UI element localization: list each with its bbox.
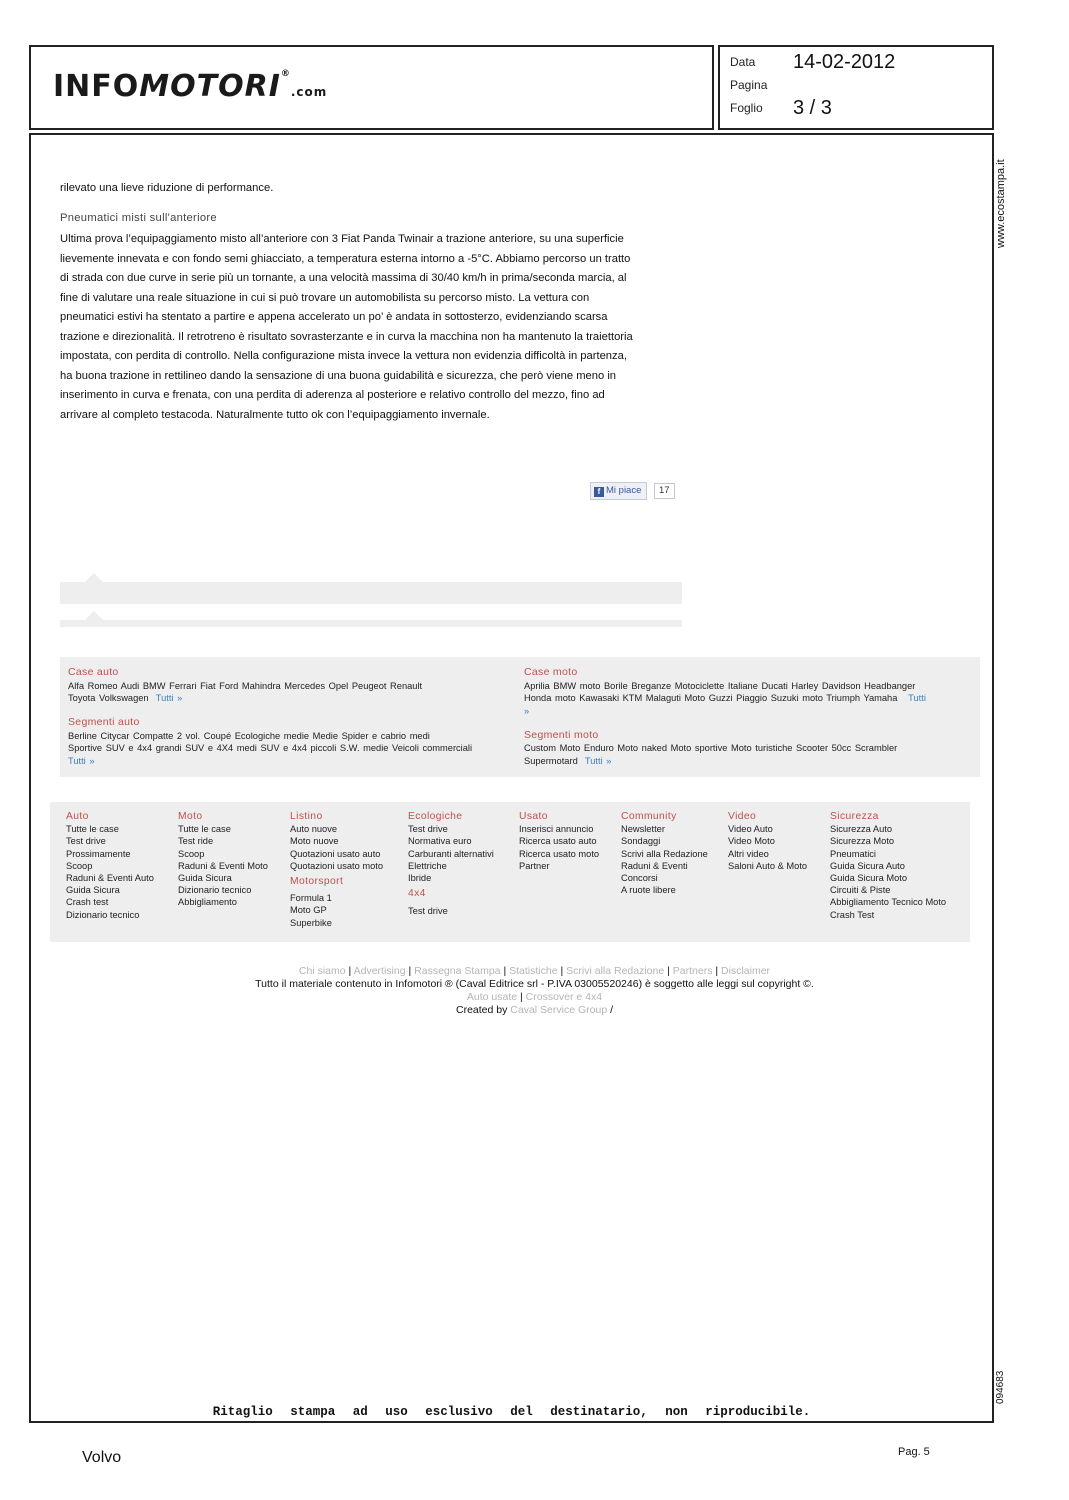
nav-link[interactable]: Concorsi bbox=[621, 873, 658, 884]
case-moto-list[interactable]: Aprilia BMW moto Borile Breganze Motociclette Italiane Ducati Harley Davidson Headbanger bbox=[524, 681, 916, 691]
bar-pointer bbox=[85, 611, 103, 620]
nav-listino-title[interactable]: Listino bbox=[290, 811, 323, 822]
segmenti-moto-list[interactable]: Custom Moto Enduro Moto naked Moto sportive Moto turistiche Scooter 50cc Scrambler bbox=[524, 743, 898, 753]
nav-link[interactable]: Test drive bbox=[66, 836, 106, 847]
created-by-slash: / bbox=[610, 1004, 613, 1016]
segmenti-auto-list[interactable]: Berline Citycar Compatte 2 vol. Coupé Ecologiche medie Medie Spider e cabrio medi bbox=[68, 731, 430, 741]
nav-4x4-title[interactable]: 4x4 bbox=[408, 888, 426, 900]
footer-link[interactable]: Partners bbox=[672, 965, 713, 977]
nav-link[interactable]: Saloni Auto & Moto bbox=[728, 860, 808, 871]
separator: | bbox=[408, 965, 412, 977]
nav-link[interactable]: Elettriche bbox=[408, 860, 447, 871]
nav-link[interactable]: Ricerca usato auto bbox=[519, 836, 597, 847]
nav-link[interactable]: Moto GP bbox=[290, 905, 327, 916]
logo-info: INFO bbox=[53, 69, 140, 104]
nav-link[interactable]: Guida Sicura Moto bbox=[830, 873, 907, 884]
comment-bar bbox=[60, 620, 682, 627]
nav-link[interactable]: Guida Sicura Auto bbox=[830, 860, 905, 871]
nav-link[interactable]: Raduni & Eventi Auto bbox=[66, 873, 154, 884]
article-line: inserimento in curva e frenata, con una perdita di aderenza al posteriore e relativo controllo del mezzo, fino ad bbox=[60, 389, 605, 401]
nav-link[interactable]: Sicurezza Moto bbox=[830, 836, 895, 847]
article-body bbox=[60, 230, 700, 425]
nav-link[interactable]: Tutte le case bbox=[178, 824, 231, 835]
segmenti-moto-list-2 bbox=[524, 756, 611, 766]
nav-col-usato bbox=[519, 811, 599, 872]
footer-link[interactable]: Disclaimer bbox=[721, 965, 771, 977]
bar-pointer bbox=[85, 573, 103, 582]
nav-link[interactable]: A ruote libere bbox=[621, 885, 676, 896]
nav-sicurezza-title[interactable]: Sicurezza bbox=[830, 811, 879, 822]
footer-link[interactable]: Advertising bbox=[353, 965, 406, 977]
article-line: ha buona trazione in rettilineo dando la sensazione di una buona guidabilità e sicurezza, che però viene meno in bbox=[60, 369, 617, 382]
nav-link[interactable]: Test drive bbox=[408, 824, 448, 835]
nav-link[interactable]: Newsletter bbox=[621, 824, 665, 835]
logo-com: .com bbox=[290, 85, 328, 99]
nav-col-sicurezza bbox=[830, 811, 946, 921]
article-line: impostata, con perdita di controllo. Nella configurazione mista invece la vettura non evidenzia difficoltà in partenza, bbox=[60, 350, 627, 362]
segmenti-auto-list-2[interactable]: Sportive SUV e 4x4 grandi SUV e 4X4 medi SUV e 4x4 piccoli S.W. medie Veicoli commerciali bbox=[68, 743, 473, 753]
nav-link[interactable]: Dizionario tecnico bbox=[178, 885, 252, 896]
segmenti-auto-title[interactable]: Segmenti auto bbox=[68, 716, 140, 728]
ritaglio-notice: Ritaglio stampa ad uso esclusivo del destinatario, non riproducibile. bbox=[212, 1405, 811, 1419]
nav-link[interactable]: Moto nuove bbox=[290, 836, 339, 847]
nav-link[interactable]: Pneumatici bbox=[830, 848, 876, 859]
separator: | bbox=[348, 965, 352, 977]
infomotori-logo bbox=[53, 69, 327, 104]
footer-link[interactable]: Rassegna Stampa bbox=[414, 965, 501, 977]
segmenti-moto-all-link[interactable]: Tutti » bbox=[584, 756, 612, 766]
nav-link[interactable]: Scoop bbox=[66, 860, 93, 871]
article-line: pneumatici estivi ha stentato a partire e appena accelerato un po’ è andata in sottosterzo, evidenziando scarsa bbox=[60, 311, 608, 323]
footer-link[interactable]: Crossover e 4x4 bbox=[525, 991, 603, 1003]
created-by bbox=[0, 1004, 1069, 1016]
segmenti-moto-title[interactable]: Segmenti moto bbox=[524, 729, 599, 741]
case-auto-all-link[interactable]: Tutti » bbox=[155, 693, 183, 703]
nav-link[interactable]: Test drive bbox=[408, 906, 448, 917]
case-moto-title[interactable]: Case moto bbox=[524, 666, 578, 678]
like-label: Mi piace bbox=[606, 485, 642, 496]
nav-link[interactable]: Carburanti alternativi bbox=[408, 848, 494, 859]
nav-col-community bbox=[621, 811, 708, 896]
nav-link[interactable]: Abbigliamento bbox=[178, 897, 237, 908]
case-auto-title[interactable]: Case auto bbox=[68, 666, 119, 678]
nav-link[interactable]: Video Moto bbox=[728, 836, 775, 847]
copyright-notice: Tutto il materiale contenuto in Infomotori ® (Caval Editrice srl - P.IVA 03005520246) è soggetto alle leggi sul copyright ©. bbox=[255, 978, 814, 990]
side-code-text: 094683 bbox=[995, 1370, 1006, 1404]
page-number: Pag. 5 bbox=[898, 1446, 930, 1458]
nav-link[interactable]: Inserisci annuncio bbox=[519, 824, 594, 835]
nav-usato-title[interactable]: Usato bbox=[519, 811, 548, 822]
case-moto-all-link[interactable]: Tutti bbox=[908, 693, 926, 703]
nav-video-title[interactable]: Video bbox=[728, 811, 757, 822]
nav-col-moto bbox=[178, 811, 268, 909]
footer-link[interactable]: Auto usate bbox=[466, 991, 518, 1003]
nav-link[interactable]: Dizionario tecnico bbox=[66, 909, 140, 920]
case-auto-list-2 bbox=[68, 693, 182, 703]
side-url-text: www.ecostampa.it bbox=[995, 159, 1007, 248]
footer-link[interactable]: Statistiche bbox=[509, 965, 558, 977]
article-subheading: Pneumatici misti sull'anteriore bbox=[60, 212, 217, 224]
masthead-logo-box bbox=[29, 45, 714, 130]
nav-link[interactable]: Video Auto bbox=[728, 824, 773, 835]
logo-registered: ® bbox=[280, 69, 291, 79]
separator: | bbox=[667, 965, 670, 977]
nav-link[interactable]: Raduni & Eventi Moto bbox=[178, 860, 268, 871]
article-line: fine di valutare una reale situazione in cui si può trovare un automobilista su percorso misto. La vettura con bbox=[60, 291, 590, 304]
nav-link[interactable]: Ricerca usato moto bbox=[519, 848, 600, 859]
case-auto-list[interactable]: Alfa Romeo Audi BMW Ferrari Fiat Ford Mahindra Mercedes Opel Peugeot Renault bbox=[68, 681, 423, 691]
case-moto-list-2-text[interactable]: Honda moto Kawasaki KTM Malaguti Moto Guzzi Piaggio Suzuki moto Triumph Yamaha bbox=[524, 693, 898, 703]
nav-col-ecologiche bbox=[408, 811, 494, 918]
nav-link[interactable]: Formula 1 bbox=[290, 893, 332, 904]
nav-community-title[interactable]: Community bbox=[621, 811, 677, 822]
footer-links bbox=[0, 965, 1069, 977]
pagina-label: Pagina bbox=[730, 78, 768, 92]
nav-col-listino bbox=[290, 811, 383, 929]
nav-link[interactable]: Ibride bbox=[408, 873, 432, 884]
side-url bbox=[980, 148, 1030, 258]
created-by-label: Created by bbox=[455, 1004, 508, 1016]
case-auto-list-2-text[interactable]: Toyota Volkswagen bbox=[68, 693, 149, 703]
nav-col-video bbox=[728, 811, 807, 872]
foglio-label: Foglio bbox=[730, 101, 763, 115]
separator: | bbox=[520, 991, 523, 1003]
footer-link[interactable]: Scrivi alla Redazione bbox=[566, 965, 665, 977]
article-line: arrivare al completo testacoda. Naturalmente tutto ok con l’equipaggiamento invernale. bbox=[60, 408, 490, 421]
like-count: 17 bbox=[654, 483, 675, 499]
facebook-like-button[interactable] bbox=[590, 482, 647, 500]
facebook-icon: f bbox=[594, 487, 604, 497]
article-lead: rilevato una lieve riduzione di performance. bbox=[60, 182, 274, 194]
separator: | bbox=[560, 965, 564, 977]
categories-panel bbox=[60, 657, 980, 777]
data-label: Data bbox=[730, 55, 756, 69]
nav-link[interactable]: Auto nuove bbox=[290, 824, 338, 835]
comment-bar bbox=[60, 582, 682, 604]
case-moto-list-2 bbox=[524, 693, 926, 703]
nav-link[interactable]: Normativa euro bbox=[408, 836, 472, 847]
nav-col-auto bbox=[66, 811, 154, 921]
nav-link[interactable]: Guida Sicura bbox=[66, 885, 120, 896]
data-value: 14-02-2012 bbox=[793, 51, 896, 73]
nav-ecologiche-title[interactable]: Ecologiche bbox=[408, 811, 463, 822]
case-moto-all-arrow[interactable]: » bbox=[524, 706, 530, 716]
logo-motori: MOTORI bbox=[139, 69, 281, 104]
nav-link[interactable]: Raduni & Eventi bbox=[621, 860, 688, 871]
nav-link[interactable]: Crash test bbox=[66, 897, 109, 908]
footer-links-2 bbox=[0, 991, 1069, 1003]
nav-link[interactable]: Sondaggi bbox=[621, 836, 661, 847]
clipping-meta-box bbox=[718, 45, 994, 130]
nav-link[interactable]: Crash Test bbox=[830, 909, 875, 920]
foglio-value: 3 / 3 bbox=[793, 97, 832, 119]
created-by-link[interactable]: Caval Service Group bbox=[510, 1004, 608, 1016]
separator: | bbox=[503, 965, 507, 977]
nav-link[interactable]: Sicurezza Auto bbox=[830, 824, 893, 835]
nav-motorsport-title[interactable]: Motorsport bbox=[290, 876, 344, 888]
article-line: lievemente innevata e con fondo semi ghiacciato, a temperatura esterna intorno a -5°C. Abbiamo percorso un tratto bbox=[60, 252, 631, 265]
nav-link[interactable]: Scrivi alla Redazione bbox=[621, 848, 708, 859]
nav-moto-title[interactable]: Moto bbox=[178, 811, 203, 822]
nav-link[interactable]: Guida Sicura bbox=[178, 873, 232, 884]
article-line: Ultima prova l’equipaggiamento misto all’anteriore con 3 Fiat Panda Twinair a trazione anteriore, su una superficie bbox=[60, 233, 624, 245]
nav-link[interactable]: Abbigliamento Tecnico Moto bbox=[830, 897, 947, 908]
nav-link[interactable]: Quotazioni usato moto bbox=[290, 860, 384, 871]
nav-link[interactable]: Scoop bbox=[178, 848, 205, 859]
article-line: di strada con due curve in serie più un tornante, a una velocità massima di 30/40 km/h in prima/seconda marcia, al bbox=[60, 272, 627, 284]
segmenti-auto-all-link[interactable]: Tutti » bbox=[68, 756, 95, 766]
nav-link[interactable]: Quotazioni usato auto bbox=[290, 848, 381, 859]
nav-link[interactable]: Circuiti & Piste bbox=[830, 885, 891, 896]
nav-link[interactable]: Altri video bbox=[728, 848, 769, 859]
nav-link[interactable]: Prossimamente bbox=[66, 848, 131, 859]
client-name: Volvo bbox=[82, 1449, 122, 1466]
nav-link[interactable]: Partner bbox=[519, 860, 550, 871]
nav-link[interactable]: Tutte le case bbox=[66, 824, 119, 835]
article-line: trazione e direzionalità. Il retrotreno è risultato sovrasterzante e in curva la macchina non ha mantenuto la traiettoria bbox=[60, 330, 633, 343]
segmenti-moto-list-2-text[interactable]: Supermotard bbox=[524, 756, 578, 766]
separator: | bbox=[715, 965, 719, 977]
nav-link[interactable]: Superbike bbox=[290, 917, 332, 928]
nav-link[interactable]: Test ride bbox=[178, 836, 214, 847]
footer-navigation bbox=[50, 802, 970, 942]
footer-link[interactable]: Chi siamo bbox=[298, 965, 346, 977]
nav-auto-title[interactable]: Auto bbox=[66, 811, 89, 822]
